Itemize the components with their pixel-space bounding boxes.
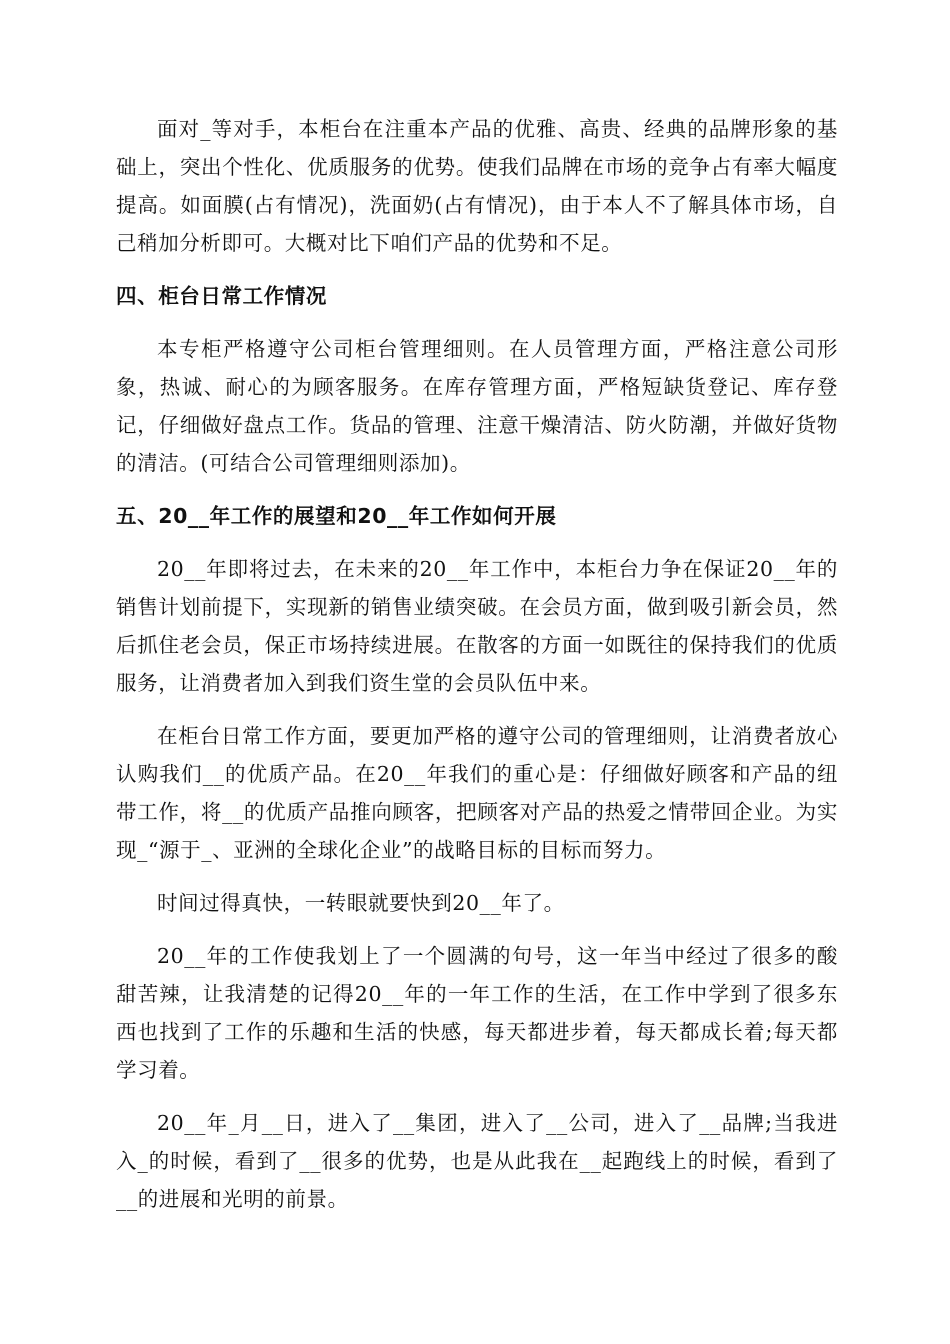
paragraph-competition: 面对_等对手，本柜台在注重本产品的优雅、高贵、经典的品牌形象的基础上，突出个性化、优质服务的优势。使我们品牌在市场的竞争占有率大幅度提高。如面膜(占有情况)，洗面奶(占有情况)，由于本人不了解具体市场，自己稍加分析即可。大概对比下咱们产品的优势和不足。	[116, 117, 838, 255]
heading-section-5: 五、20__年工作的展望和20__年工作如何开展	[116, 504, 557, 528]
paragraph-time-flies: 时间过得真快，一转眼就要快到20__年了。	[157, 891, 565, 915]
heading-section-4: 四、柜台日常工作情况	[116, 284, 327, 308]
paragraph-counter-work: 在柜台日常工作方面，要更加严格的遵守公司的管理细则，让消费者放心认购我们__的优质产品。在20__年我们的重心是：仔细做好顾客和产品的纽带工作，将__的优质产品推向顾客，把顾客对产品的热爱之情带回企业。为实现_“源于_、亚洲的全球化企业”的战略目标的目标而努力。	[116, 724, 838, 862]
paragraph-outlook: 20__年即将过去，在未来的20__年工作中，本柜台力争在保证20__年的销售计划前提下，实现新的销售业绩突破。在会员方面，做到吸引新会员，然后抓住老会员，保正市场持续进展。在散客的方面一如既往的保持我们的优质服务，让消费者加入到我们资生堂的会员队伍中来。	[116, 557, 838, 695]
paragraph-joining: 20__年_月__日，进入了__集团，进入了__公司，进入了__品牌;当我进入_的时候，看到了__很多的优势，也是从此我在__起跑线上的时候，看到了__的进展和光明的前景。	[116, 1111, 838, 1211]
paragraph-daily-work: 本专柜严格遵守公司柜台管理细则。在人员管理方面，严格注意公司形象，热诚、耐心的为顾客服务。在库存管理方面，严格短缺货登记、库存登记，仔细做好盘点工作。货品的管理、注意干燥清洁、防火防潮，并做好货物的清洁。(可结合公司管理细则添加)。	[116, 337, 838, 475]
paragraph-year-review: 20__年的工作使我划上了一个圆满的句号，这一年当中经过了很多的酸甜苦辣，让我清楚的记得20__年的一年工作的生活，在工作中学到了很多东西也找到了工作的乐趣和生活的快感，每天都进步着，每天都成长着;每天都学习着。	[116, 944, 838, 1082]
